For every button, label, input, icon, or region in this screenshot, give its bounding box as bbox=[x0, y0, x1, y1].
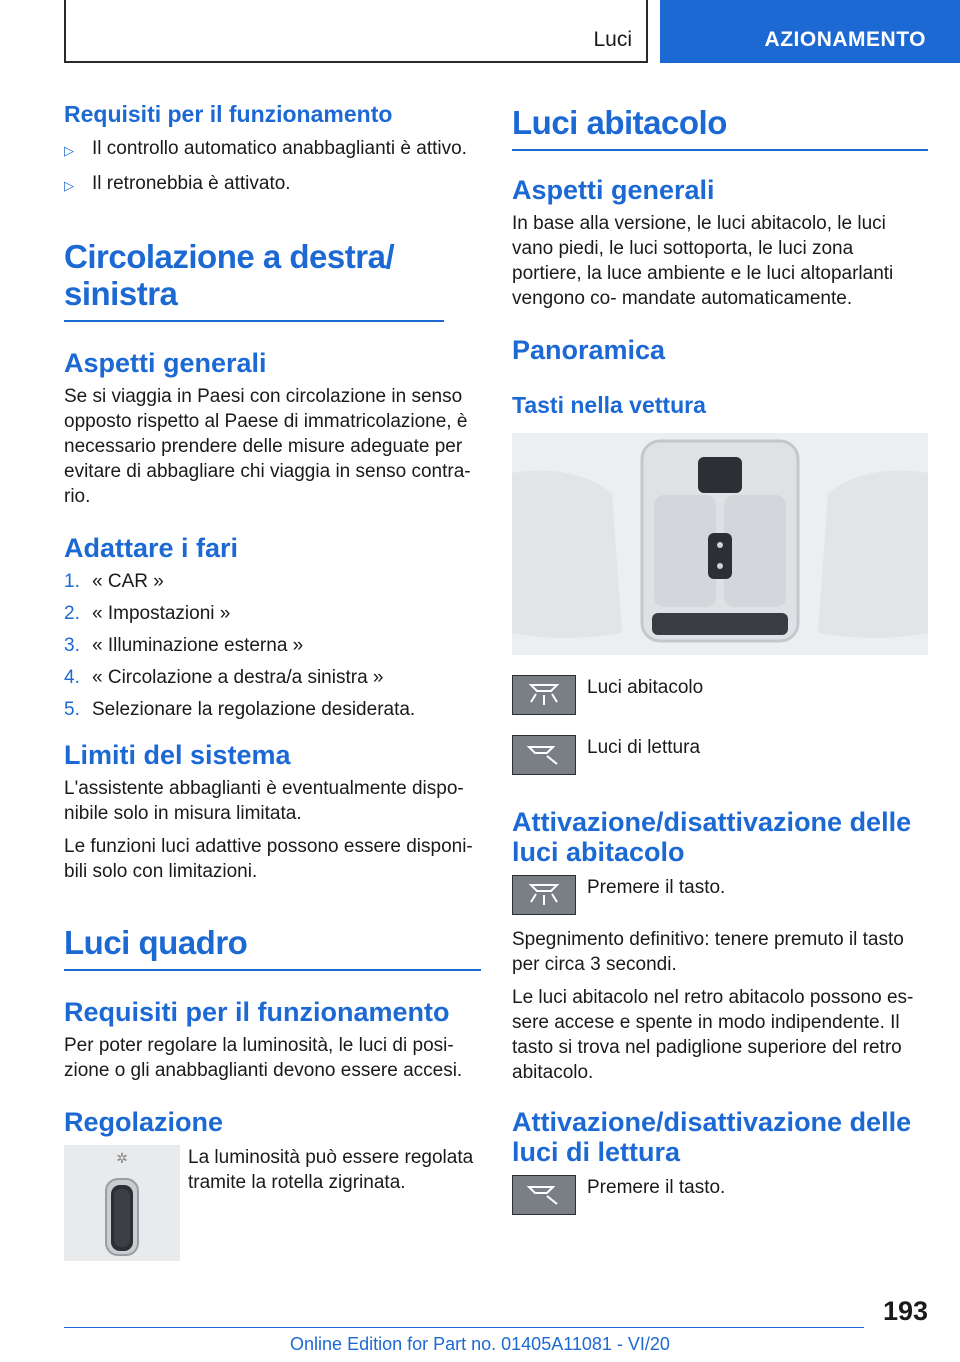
svg-text:✲: ✲ bbox=[116, 1151, 128, 1167]
list-item: 3. « Illuminazione esterna » bbox=[64, 635, 304, 656]
dimmer-wheel-icon bbox=[64, 1145, 180, 1261]
reading-light-icon bbox=[512, 735, 576, 775]
att1-key-label: Premere il tasto. bbox=[587, 877, 726, 898]
adatt-steps bbox=[64, 569, 481, 722]
lim-text-2: Le funzioni luci adattive possono essere disponi‐ bili solo con limitazioni. bbox=[64, 836, 473, 882]
triangle-bullet-icon: ▷ bbox=[64, 178, 74, 193]
header-title: Luci bbox=[593, 28, 632, 51]
abit-title: Luci abitacolo bbox=[512, 104, 928, 151]
left-asp-title: Aspetti generali bbox=[64, 348, 267, 378]
dome-light-icon bbox=[512, 875, 576, 915]
right-asp-text: In base alla versione, le luci abitacolo, le luci vano piedi, le luci sottoporta, le luci zona portiere, la luce ambiente e le luci altoparlanti vengono co‐ mandate automaticamente. bbox=[512, 213, 894, 309]
lim-title: Limiti del sistema bbox=[64, 740, 291, 770]
list-item: 5. Selezionare la regolazione desiderata. bbox=[64, 699, 416, 720]
footer-divider bbox=[64, 1327, 864, 1328]
key-row-2 bbox=[512, 735, 928, 775]
reg-row bbox=[64, 1145, 481, 1261]
circ-title: Circolazione a destra/ sinistra bbox=[64, 238, 444, 322]
header-title-box bbox=[64, 0, 648, 63]
header-section-box bbox=[660, 0, 960, 63]
att1-text-2: Le luci abitacolo nel retro abitacolo possono es‐ sere accese e spente in modo indipendente. Il tasto si trova nel padiglione superiore del retro abitacolo. bbox=[512, 987, 914, 1083]
req1-title: Requisiti per il funzionamento bbox=[64, 101, 393, 127]
dome-light-icon bbox=[512, 675, 576, 715]
reg-text: La luminosità può essere regolata tramite la rotella zigrinata. bbox=[188, 1147, 474, 1193]
quadro-title: Luci quadro bbox=[64, 924, 481, 971]
lim-text-1: L'assistente abbaglianti è eventualmente dispo‐ nibile solo in misura limitata. bbox=[64, 778, 464, 824]
att1-row bbox=[512, 875, 928, 915]
page-number: 193 bbox=[882, 1296, 928, 1326]
att2-row bbox=[512, 1175, 928, 1215]
header-section: AZIONAMENTO bbox=[764, 28, 926, 51]
left-column bbox=[64, 100, 481, 1261]
right-asp-title: Aspetti generali bbox=[512, 175, 715, 205]
req1-item-1: ▷ Il controllo automatico anabbaglianti è attivo. bbox=[64, 136, 481, 163]
tasti-title: Tasti nella vettura bbox=[512, 392, 706, 418]
footer-edition: Online Edition for Part no. 01405A11081 - VI/20 bbox=[290, 1334, 670, 1354]
pan-title: Panoramica bbox=[512, 335, 666, 365]
att2-key-label: Premere il tasto. bbox=[587, 1177, 726, 1198]
att1-text-1: Spegnimento definitivo: tenere premuto il tasto per circa 3 secondi. bbox=[512, 929, 904, 975]
key2-label: Luci di lettura bbox=[587, 737, 701, 758]
list-item: 4. « Circolazione a destra/a sinistra » bbox=[64, 667, 384, 688]
triangle-bullet-icon: ▷ bbox=[64, 143, 74, 158]
roof-console-image bbox=[512, 433, 928, 655]
list-item: 2. « Impostazioni » bbox=[64, 603, 231, 624]
key-row-1 bbox=[512, 675, 928, 715]
adatt-title: Adattare i fari bbox=[64, 533, 239, 563]
att2-title: Attivazione/disattivazione delle luci di lettura bbox=[512, 1107, 912, 1167]
list-item: 1. « CAR » bbox=[64, 571, 164, 592]
att1-title: Attivazione/disattivazione delle luci abitacolo bbox=[512, 807, 912, 867]
reading-light-icon bbox=[512, 1175, 576, 1215]
req2-text: Per poter regolare la luminosità, le luci di posi‐ zione o gli anabbaglianti devono essere accesi. bbox=[64, 1035, 463, 1081]
reg-title: Regolazione bbox=[64, 1107, 224, 1137]
left-asp-text: Se si viaggia in Paesi con circolazione in senso opposto rispetto al Paese di immatricolazione, è necessario prendere delle misure adeguate per evitare di abbagliare chi viaggia in senso contra‐ rio. bbox=[64, 386, 471, 507]
req2-title: Requisiti per il funzionamento bbox=[64, 997, 450, 1027]
req1-item-2: ▷ Il retronebbia è attivato. bbox=[64, 171, 481, 198]
key1-label: Luci abitacolo bbox=[587, 677, 704, 698]
right-column bbox=[512, 100, 928, 1215]
